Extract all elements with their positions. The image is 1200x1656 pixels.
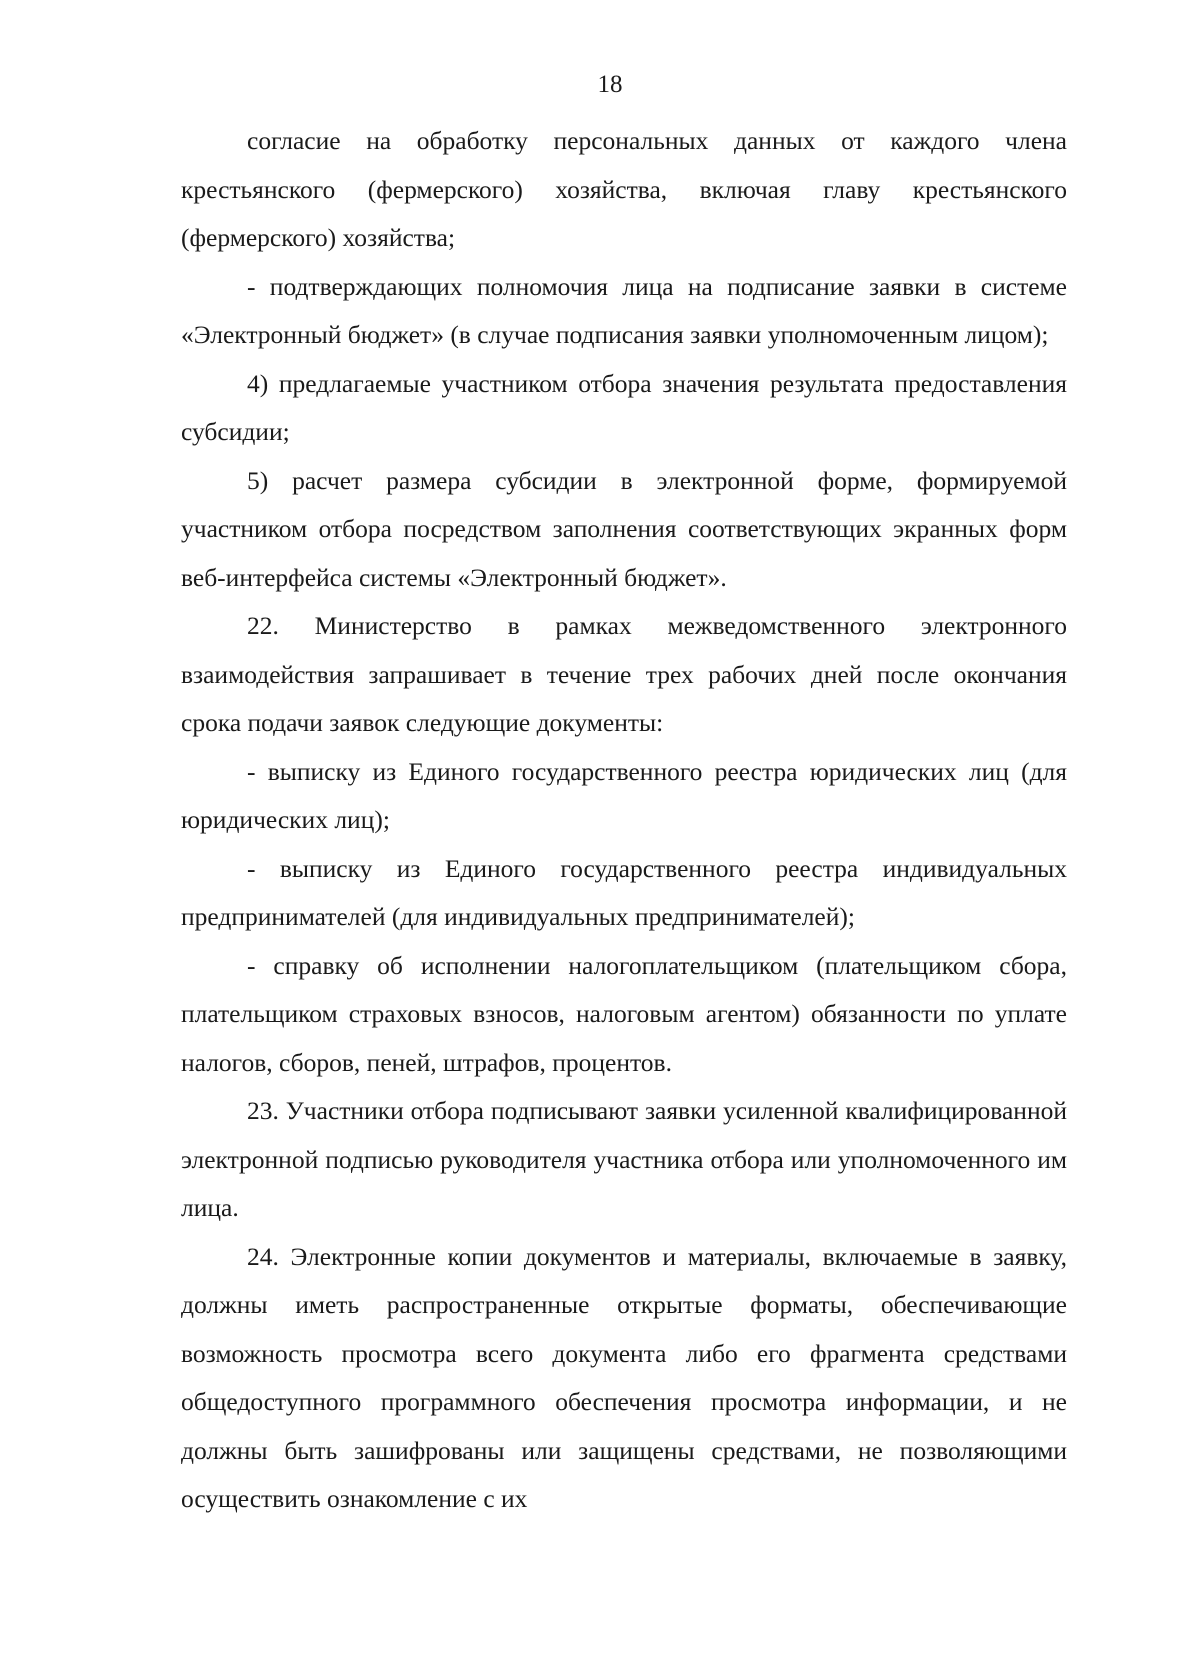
paragraph-24: 24. Электронные копии документов и материалы, включаемые в заявку, должны иметь распространенные открытые форматы, обеспечивающие возможность просмотра всего документа либо его фрагмента средствами общедоступного программного обеспечения просмотра информации, и не должны быть зашифрованы или защищены средствами, не позволяющими осуществить ознакомление с их: [181, 1241, 1067, 1513]
paragraph-consent: согласие на обработку персональных данных от каждого члена крестьянского (фермерского) хозяйства, включая главу крестьянского (фермерского) хозяйства;: [181, 126, 1067, 252]
paragraph-22: 22. Министерство в рамках межведомственного электронного взаимодействия запрашивает в течение трех рабочих дней после окончания срока подачи заявок следующие документы:: [181, 611, 1067, 737]
document-body: [181, 117, 1067, 1524]
paragraph-23: 23. Участники отбора подписывают заявки усиленной квалифицированной электронной подписью руководителя участника отбора или уполномоченного им лица.: [181, 1096, 1067, 1222]
paragraph-item-4: 4) предлагаемые участником отбора значения результата предоставления субсидии;: [181, 368, 1067, 446]
paragraph-legal-entities: - выписку из Единого государственного реестра юридических лиц (для юридических лиц);: [181, 756, 1067, 834]
paragraph-tax-certificate: - справку об исполнении налогоплательщиком (плательщиком сбора, плательщиком страховых взносов, налоговым агентом) обязанности по уплате налогов, сборов, пеней, штрафов, процентов.: [181, 950, 1067, 1077]
paragraph-entrepreneurs: - выписку из Единого государственного реестра индивидуальных предпринимателей (для индивидуальных предпринимателей);: [181, 853, 1067, 931]
paragraph-item-5: 5) расчет размера субсидии в электронной форме, формируемой участником отбора посредством заполнения соответствующих экранных форм веб-интерфейса системы «Электронный бюджет».: [181, 465, 1067, 592]
paragraph-authority: - подтверждающих полномочия лица на подписание заявки в системе «Электронный бюджет» (в случае подписания заявки уполномоченным лицом);: [181, 271, 1067, 349]
page-number: 18: [597, 71, 623, 98]
